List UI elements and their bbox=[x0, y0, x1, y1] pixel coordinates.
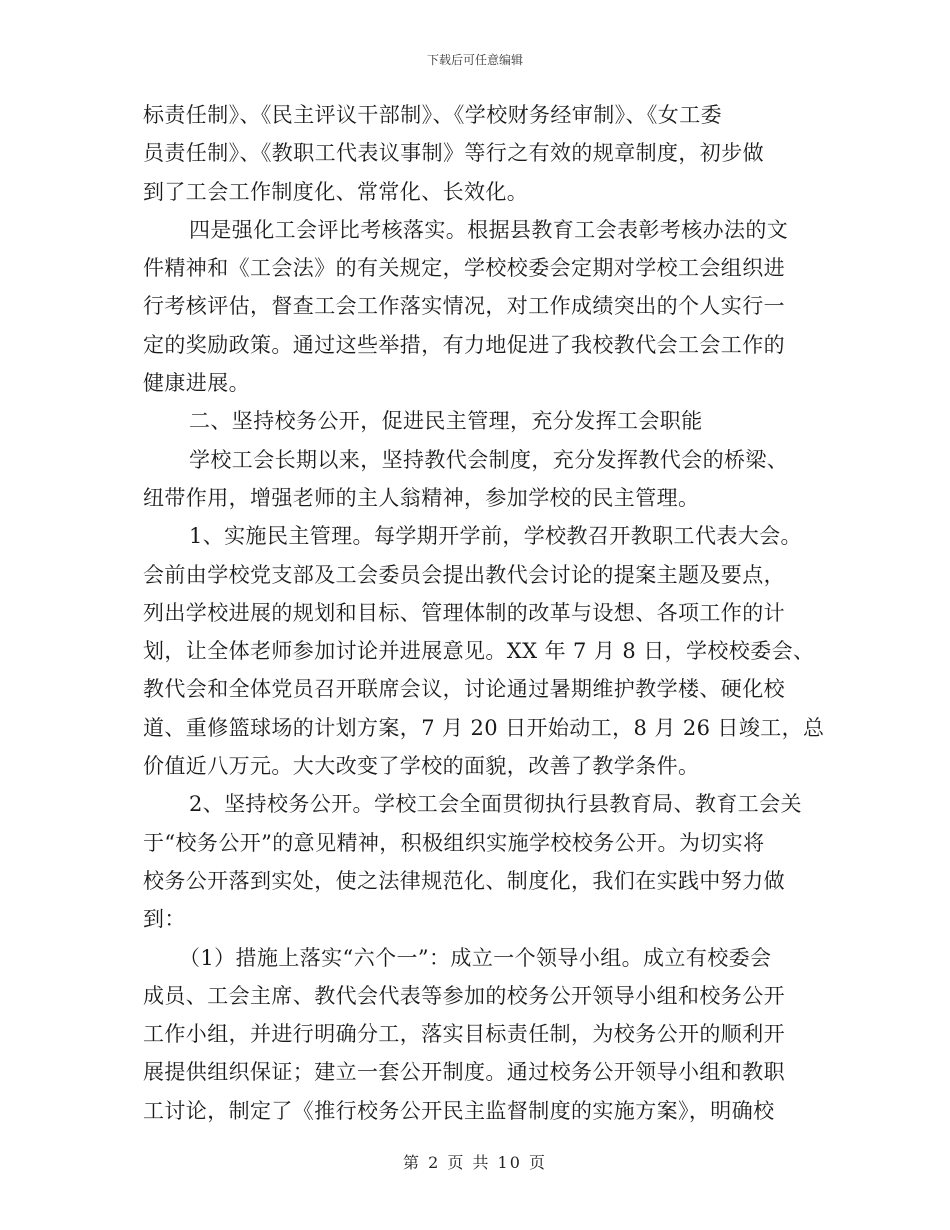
text-line: 教代会和全体党员召开联席会议，讨论通过暑期维护教学楼、硬化校 bbox=[143, 677, 785, 702]
text-line: （1）措施上落实“六个一”：成立一个领导小组。成立有校委会 bbox=[179, 945, 772, 970]
text-line: 件精神和《工会法》的有关规定，学校校委会定期对学校工会组织进 bbox=[143, 256, 785, 281]
text-line: 工作小组，并进行明确分工，落实目标责任制，为校务公开的顺利开 bbox=[143, 1022, 785, 1047]
text-line: 列出学校进展的规划和目标、管理体制的改革与设想、各项工作的计 bbox=[143, 600, 785, 625]
text-line: 行考核评估，督查工会工作落实情况，对工作成绩突出的个人实行一 bbox=[143, 294, 785, 319]
text-line: 校务公开落到实处，使之法律规范化、制度化，我们在实践中努力做 bbox=[143, 868, 785, 893]
text-line: 道、重修篮球场的计划方案，7 月 20 日开始动工，8 月 26 日竣工，总 bbox=[143, 715, 825, 740]
text-line: 纽带作用，增强老师的主人翁精神，参加学校的民主管理。 bbox=[143, 485, 700, 510]
text-line: 2、坚持校务公开。学校工会全面贯彻执行县教育局、教育工会关 bbox=[189, 792, 802, 817]
text-line: 标责任制》、《民主评议干部制》、《学校财务经审制》、《女工委 bbox=[143, 103, 722, 127]
text-line: 成员、工会主席、教代会代表等参加的校务公开领导小组和校务公开 bbox=[143, 983, 785, 1008]
text-line: 到了工会工作制度化、常常化、长效化。 bbox=[143, 179, 529, 204]
text-line: 工讨论，制定了《推行校务公开民主监督制度的实施方案》，明确校 bbox=[143, 1098, 775, 1123]
text-line: 价值近八万元。大大改变了学校的面貌，改善了教学条件。 bbox=[143, 754, 700, 779]
text-line: 划，让全体老师参加讨论并进展意见。XX 年 7 月 8 日，学校校委会、 bbox=[143, 639, 815, 664]
text-line: 于“校务公开”的意见精神，积极组织实施学校校务公开。为切实将 bbox=[143, 830, 765, 855]
text-line: 展提供组织保证；建立一套公开制度。通过校务公开领导小组和教职 bbox=[143, 1060, 785, 1085]
text-line: 员责任制》、《教职工代表议事制》等行之有效的规章制度，初步做 bbox=[143, 141, 764, 166]
text-line: 会前由学校党支部及工会委员会提出教代会讨论的提案主题及要点， bbox=[143, 562, 785, 587]
text-line: 学校工会长期以来，坚持教代会制度，充分发挥教代会的桥梁、 bbox=[189, 447, 789, 472]
text-line: 定的奖励政策。通过这些举措，有力地促进了我校教代会工会工作的 bbox=[143, 332, 785, 357]
text-line: 到： bbox=[143, 907, 186, 932]
text-line: 二、坚持校务公开，促进民主管理，充分发挥工会职能 bbox=[189, 409, 703, 434]
page-number-footer: 第 2 页 共 10 页 bbox=[403, 1153, 547, 1172]
page-header-note: 下载后可任意编辑 bbox=[426, 53, 523, 67]
document-body bbox=[143, 96, 825, 1130]
text-line: 健康进展。 bbox=[143, 371, 250, 396]
text-line: 1、实施民主管理。每学期开学前，学校教召开教职工代表大会。 bbox=[189, 524, 802, 549]
text-line: 四是强化工会评比考核落实。根据县教育工会表彰考核办法的文 bbox=[189, 217, 789, 242]
